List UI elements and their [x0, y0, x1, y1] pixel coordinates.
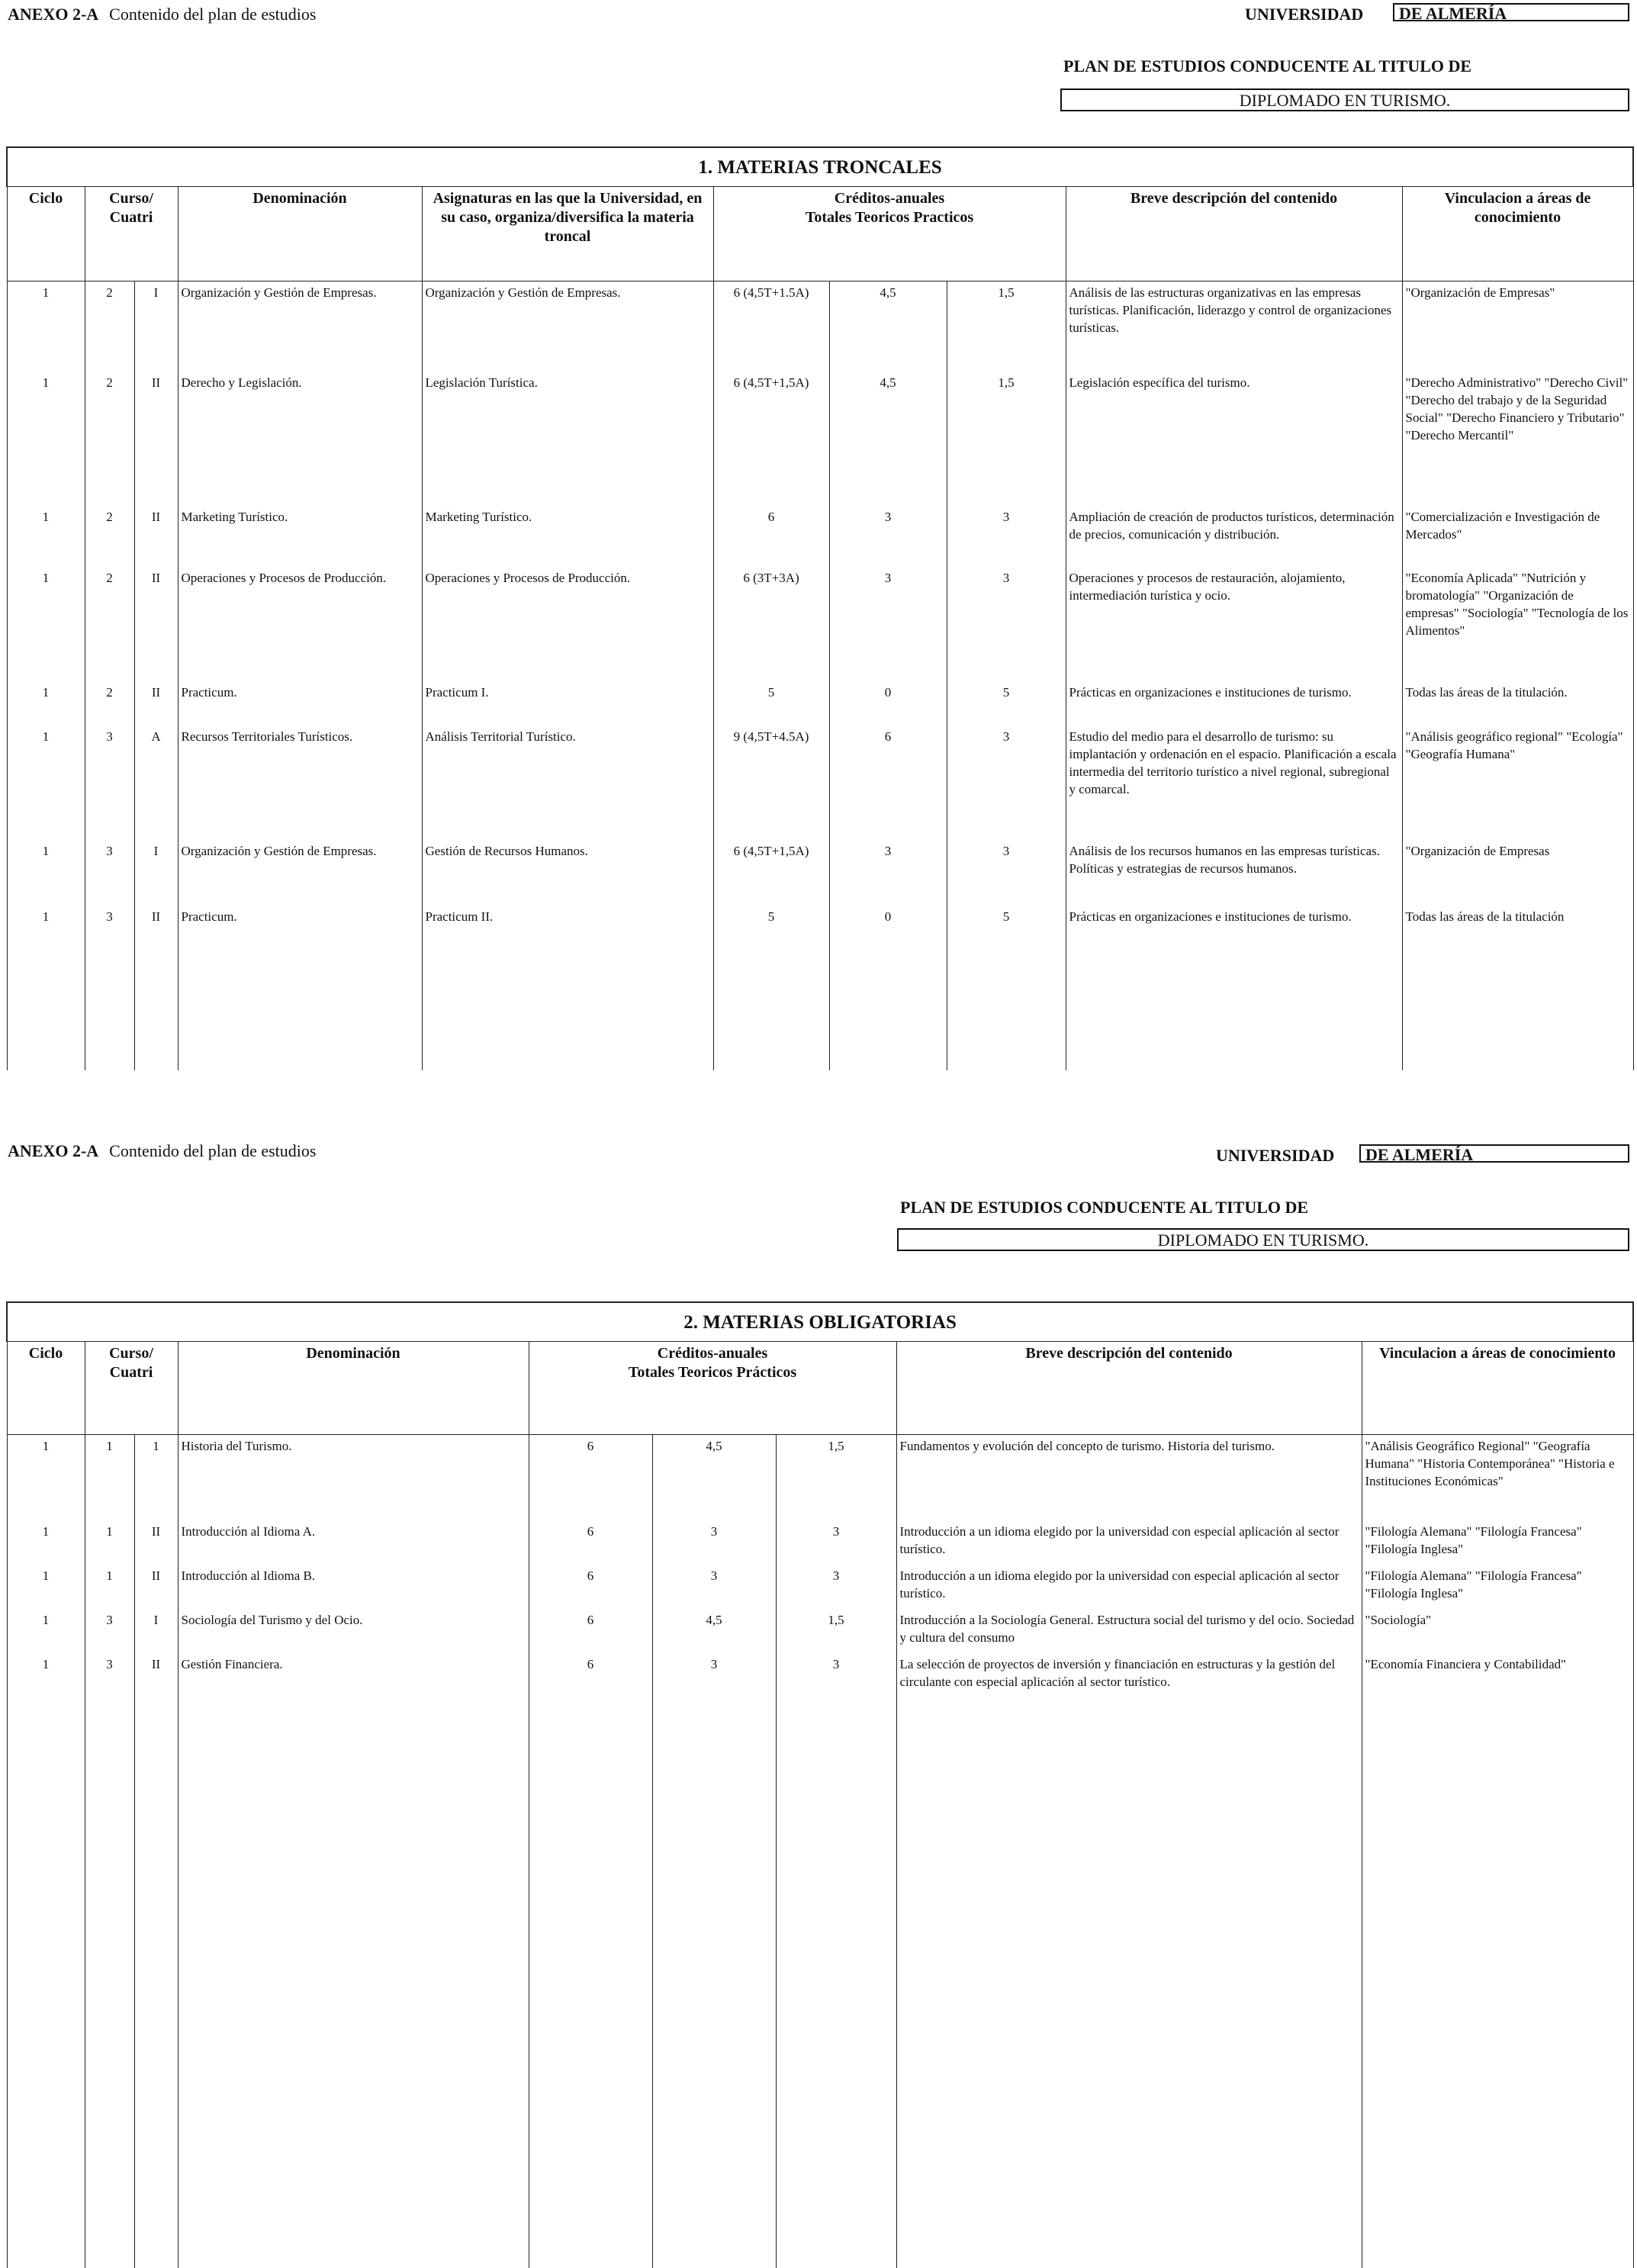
cell-cuatri: II [134, 1520, 178, 1565]
table-row [7, 906, 1633, 951]
cell-cuatri: A [134, 725, 178, 840]
cell-teoricos: 3 [829, 567, 947, 681]
cell-practicos: 3 [947, 567, 1066, 681]
col-denominacion: Denominación [178, 187, 422, 281]
cell-practicos: 3 [947, 725, 1066, 840]
cell-descripcion: Fundamentos y evolución del concepto de turismo. Historia del turismo. [896, 1435, 1362, 1520]
cell-curso: 3 [85, 906, 134, 951]
col-ciclo: Ciclo [7, 1342, 85, 1435]
cell-asignatura: Practicum II. [422, 906, 713, 951]
anexo-contenido: Contenido del plan de estudios [109, 1141, 317, 1160]
cell-practicos: 3 [776, 1653, 896, 1699]
table-row [7, 1653, 1633, 1699]
cell-descripcion: Introducción a un idioma elegido por la universidad con especial aplicación al sector turístico. [896, 1520, 1362, 1565]
cell-ciclo: 1 [7, 1565, 85, 1609]
cell-cuatri: II [134, 567, 178, 681]
cell-descripcion: Operaciones y procesos de restauración, alojamiento, intermediación turística y ocio. [1066, 567, 1402, 681]
cell-asignatura: Organización y Gestión de Empresas. [422, 281, 713, 372]
col-asignaturas: Asignaturas en las que la Universidad, en su caso, organiza/diversifica la materia troncal [422, 187, 713, 281]
col-ciclo: Ciclo [7, 187, 85, 281]
cell-ciclo: 1 [7, 725, 85, 840]
col-creditos [713, 187, 1066, 281]
cell-curso: 2 [85, 372, 134, 506]
cell-vinculacion: "Comercialización e Investigación de Mercados" [1402, 506, 1633, 567]
cell-practicos: 3 [947, 840, 1066, 906]
table-row [7, 840, 1633, 906]
cell-teoricos: 3 [652, 1565, 776, 1609]
cell-totales: 6 [529, 1435, 652, 1520]
creditos-sub-label: Totales Teoricos Practicos [805, 209, 974, 226]
cell-vinculacion: "Economía Aplicada" "Nutrición y bromatología" "Organización de empresas" "Sociología" "Tecnología de los Alimentos" [1402, 567, 1633, 681]
cell-vinculacion: "Sociología" [1362, 1609, 1633, 1653]
table-title: 1. MATERIAS TRONCALES [7, 147, 1633, 187]
table-row [7, 1520, 1633, 1565]
cell-asignatura: Gestión de Recursos Humanos. [422, 840, 713, 906]
plan-label: PLAN DE ESTUDIOS CONDUCENTE AL TITULO DE [900, 1198, 1309, 1217]
cell-vinculacion: "Organización de Empresas" [1402, 281, 1633, 372]
anexo-label: ANEXO 2-A [8, 5, 99, 24]
cell-cuatri: II [134, 1653, 178, 1699]
cell-totales: 6 (4,5T+1,5A) [713, 372, 829, 506]
creditos-label: Créditos-anuales [834, 190, 945, 207]
cell-descripcion: Prácticas en organizaciones e instituciones de turismo. [1066, 906, 1402, 951]
table-row [7, 681, 1633, 725]
cell-vinculacion: "Economía Financiera y Contabilidad" [1362, 1653, 1633, 1699]
anexo-header [8, 5, 316, 24]
cell-ciclo: 1 [7, 681, 85, 725]
cell-descripcion: Legislación específica del turismo. [1066, 372, 1402, 506]
cell-teoricos: 4,5 [829, 281, 947, 372]
cell-descripcion: Estudio del medio para el desarrollo de turismo: su implantación y ordenación en el espacio. Planificación a escala intermedia del territorio turístico a nivel regional, subregional y comarcal. [1066, 725, 1402, 840]
universidad-label: UNIVERSIDAD [1216, 1146, 1335, 1165]
cell-teoricos: 4,5 [829, 372, 947, 506]
table-row [7, 567, 1633, 681]
col-vinculacion: Vinculacion a áreas de conocimiento [1402, 187, 1633, 281]
cell-denominacion: Operaciones y Procesos de Producción. [178, 567, 422, 681]
table-title: 2. MATERIAS OBLIGATORIAS [7, 1302, 1633, 1342]
titulo-box: DIPLOMADO EN TURISMO. [1060, 88, 1629, 111]
section-troncales [0, 0, 1637, 1106]
cell-asignatura: Practicum I. [422, 681, 713, 725]
cell-ciclo: 1 [7, 906, 85, 951]
cell-ciclo: 1 [7, 840, 85, 906]
cell-descripcion: Prácticas en organizaciones e instituciones de turismo. [1066, 681, 1402, 725]
cell-practicos: 5 [947, 906, 1066, 951]
col-descripcion: Breve descripción del contenido [1066, 187, 1402, 281]
cell-cuatri: I [134, 281, 178, 372]
table-filler-row [7, 1699, 1633, 2268]
creditos-sub-label: Totales Teoricos Prácticos [628, 1364, 797, 1381]
cell-vinculacion: Todas las áreas de la titulación [1402, 906, 1633, 951]
cell-curso: 3 [85, 725, 134, 840]
cell-denominacion: Recursos Territoriales Turísticos. [178, 725, 422, 840]
cell-denominacion: Marketing Turístico. [178, 506, 422, 567]
cell-curso: 3 [85, 1609, 134, 1653]
cell-asignatura: Marketing Turístico. [422, 506, 713, 567]
cell-asignatura: Análisis Territorial Turístico. [422, 725, 713, 840]
cell-cuatri: II [134, 372, 178, 506]
creditos-label: Créditos-anuales [657, 1345, 768, 1362]
cell-practicos: 1,5 [947, 281, 1066, 372]
cell-descripcion: Introducción a la Sociología General. Estructura social del turismo y del ocio. Sociedad y cultura del consumo [896, 1609, 1362, 1653]
universidad-label: UNIVERSIDAD [1245, 5, 1364, 24]
cell-curso: 2 [85, 567, 134, 681]
col-creditos [529, 1342, 896, 1435]
cell-asignatura: Operaciones y Procesos de Producción. [422, 567, 713, 681]
cell-practicos: 5 [947, 681, 1066, 725]
section-obligatorias [0, 1137, 1637, 2265]
cell-denominacion: Organización y Gestión de Empresas. [178, 840, 422, 906]
cell-denominacion: Organización y Gestión de Empresas. [178, 281, 422, 372]
titulo-box: DIPLOMADO EN TURISMO. [897, 1228, 1629, 1251]
cell-cuatri: II [134, 906, 178, 951]
cell-curso: 3 [85, 840, 134, 906]
col-curso: Curso/ Cuatri [85, 1342, 178, 1435]
cell-practicos: 1,5 [776, 1609, 896, 1653]
cell-teoricos: 6 [829, 725, 947, 840]
cell-totales: 5 [713, 906, 829, 951]
cell-totales: 5 [713, 681, 829, 725]
cell-curso: 1 [85, 1435, 134, 1520]
table-row [7, 1565, 1633, 1609]
cell-vinculacion: "Filología Alemana" "Filología Francesa" "Filología Inglesa" [1362, 1520, 1633, 1565]
cell-curso: 2 [85, 681, 134, 725]
universidad-value: DE ALMERÍA [1359, 1144, 1629, 1163]
cell-vinculacion: "Derecho Administrativo" "Derecho Civil" "Derecho del trabajo y de la Seguridad Social" "Derecho Financiero y Tributario" "Derecho Mercantil" [1402, 372, 1633, 506]
col-denominacion: Denominación [178, 1342, 529, 1435]
cell-denominacion: Historia del Turismo. [178, 1435, 529, 1520]
table-row [7, 1435, 1633, 1520]
cell-cuatri: II [134, 1565, 178, 1609]
cell-teoricos: 3 [829, 840, 947, 906]
cell-descripcion: Análisis de las estructuras organizativas en las empresas turísticas. Planificación, liderazgo y control de organizaciones turísticas. [1066, 281, 1402, 372]
cell-teoricos: 3 [652, 1520, 776, 1565]
table-row [7, 281, 1633, 372]
cell-totales: 6 [529, 1520, 652, 1565]
troncales-table [6, 146, 1634, 1070]
cell-totales: 6 (4,5T+1.5A) [713, 281, 829, 372]
col-descripcion: Breve descripción del contenido [896, 1342, 1362, 1435]
cell-ciclo: 1 [7, 506, 85, 567]
cell-descripcion: Ampliación de creación de productos turísticos, determinación de precios, comunicación y distribución. [1066, 506, 1402, 567]
cell-curso: 1 [85, 1520, 134, 1565]
cell-curso: 2 [85, 281, 134, 372]
cell-asignatura: Legislación Turística. [422, 372, 713, 506]
cell-ciclo: 1 [7, 1435, 85, 1520]
cell-denominacion: Introducción al Idioma A. [178, 1520, 529, 1565]
cell-vinculacion: "Análisis Geográfico Regional" "Geografía Humana" "Historia Contemporánea" "Historia e Instituciones Económicas" [1362, 1435, 1633, 1520]
cell-ciclo: 1 [7, 1609, 85, 1653]
table-row [7, 725, 1633, 840]
cell-vinculacion: "Filología Alemana" "Filología Francesa" "Filología Inglesa" [1362, 1565, 1633, 1609]
col-vinculacion: Vinculacion a áreas de conocimiento [1362, 1342, 1633, 1435]
cell-teoricos: 4,5 [652, 1609, 776, 1653]
cell-practicos: 1,5 [947, 372, 1066, 506]
cell-cuatri: II [134, 681, 178, 725]
anexo-contenido: Contenido del plan de estudios [109, 5, 317, 24]
obligatorias-table [6, 1301, 1634, 2268]
cell-totales: 6 [529, 1653, 652, 1699]
cell-denominacion: Practicum. [178, 681, 422, 725]
cell-ciclo: 1 [7, 567, 85, 681]
cell-cuatri: I [134, 840, 178, 906]
cell-descripcion: Análisis de los recursos humanos en las empresas turísticas. Políticas y estrategias de recursos humanos. [1066, 840, 1402, 906]
cell-cuatri: 1 [134, 1435, 178, 1520]
cell-teoricos: 3 [829, 506, 947, 567]
cell-descripcion: Introducción a un idioma elegido por la universidad con especial aplicación al sector turístico. [896, 1565, 1362, 1609]
cell-totales: 9 (4,5T+4.5A) [713, 725, 829, 840]
cell-practicos: 3 [776, 1565, 896, 1609]
cell-teoricos: 4,5 [652, 1435, 776, 1520]
col-curso: Curso/ Cuatri [85, 187, 178, 281]
cell-denominacion: Derecho y Legislación. [178, 372, 422, 506]
plan-label: PLAN DE ESTUDIOS CONDUCENTE AL TITULO DE [1063, 56, 1472, 76]
cell-vinculacion: "Organización de Empresas [1402, 840, 1633, 906]
cell-cuatri: II [134, 506, 178, 567]
cell-ciclo: 1 [7, 1520, 85, 1565]
cell-ciclo: 1 [7, 1653, 85, 1699]
cell-curso: 3 [85, 1653, 134, 1699]
cell-teoricos: 0 [829, 906, 947, 951]
cell-totales: 6 [529, 1565, 652, 1609]
cell-practicos: 3 [947, 506, 1066, 567]
cell-totales: 6 (3T+3A) [713, 567, 829, 681]
cell-denominacion: Practicum. [178, 906, 422, 951]
cell-totales: 6 [713, 506, 829, 567]
table-row [7, 1609, 1633, 1653]
cell-cuatri: I [134, 1609, 178, 1653]
table-row [7, 372, 1633, 506]
cell-ciclo: 1 [7, 281, 85, 372]
cell-descripcion: La selección de proyectos de inversión y financiación en estructuras y la gestión del circulante con especial aplicación al sector turístico. [896, 1653, 1362, 1699]
cell-totales: 6 [529, 1609, 652, 1653]
table-filler-row [7, 951, 1633, 1070]
cell-ciclo: 1 [7, 372, 85, 506]
cell-denominacion: Introducción al Idioma B. [178, 1565, 529, 1609]
anexo-header [8, 1141, 316, 1161]
cell-vinculacion: Todas las áreas de la titulación. [1402, 681, 1633, 725]
cell-totales: 6 (4,5T+1,5A) [713, 840, 829, 906]
cell-teoricos: 0 [829, 681, 947, 725]
anexo-label: ANEXO 2-A [8, 1141, 99, 1160]
universidad-value: DE ALMERÍA [1393, 3, 1629, 21]
cell-practicos: 3 [776, 1520, 896, 1565]
cell-denominacion: Gestión Financiera. [178, 1653, 529, 1699]
cell-curso: 1 [85, 1565, 134, 1609]
table-row [7, 506, 1633, 567]
cell-teoricos: 3 [652, 1653, 776, 1699]
cell-practicos: 1,5 [776, 1435, 896, 1520]
cell-curso: 2 [85, 506, 134, 567]
cell-denominacion: Sociología del Turismo y del Ocio. [178, 1609, 529, 1653]
cell-vinculacion: "Análisis geográfico regional" "Ecología" "Geografía Humana" [1402, 725, 1633, 840]
